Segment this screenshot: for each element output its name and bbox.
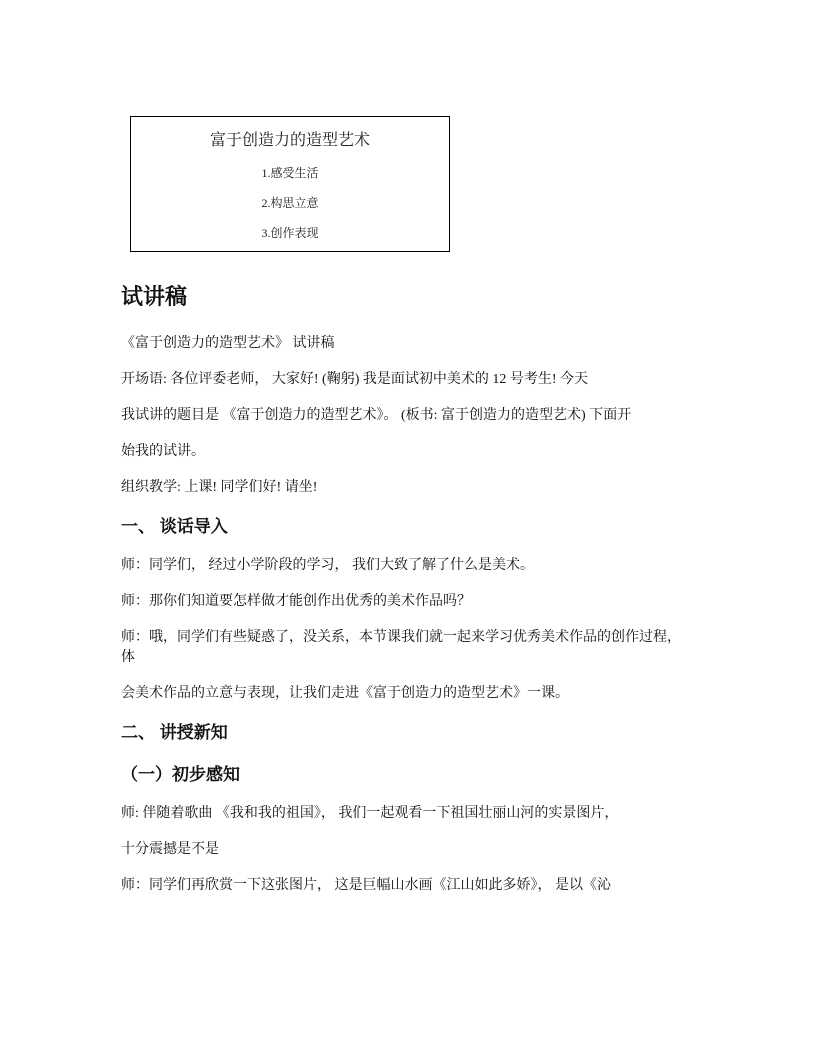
board-item: 2.构思立意 [261, 196, 319, 210]
organize-line: 组织教学: 上课! 同学们好! 请坐! [121, 480, 318, 495]
paragraph: 会美术作品的立意与表现，让我们走进《富于创造力的造型艺术》一课。 [121, 686, 569, 701]
document-heading: 试讲稿 [121, 284, 188, 309]
board-item: 1.感受生活 [261, 166, 319, 180]
board-item: 3.创作表现 [261, 226, 319, 240]
section-heading: 二、 讲授新知 [121, 723, 228, 742]
opening-line: 始我的试讲。 [121, 444, 205, 459]
section-heading: 一、 谈话导入 [121, 517, 228, 536]
board-title: 富于创造力的造型艺术 [209, 132, 370, 149]
paragraph: 师：那你们知道要怎样做才能创作出优秀的美术作品吗？ [121, 594, 471, 609]
subsection-heading: （一）初步感知 [121, 765, 240, 784]
paragraph: 师：哦，同学们有些疑惑了，没关系，本节课我们就一起来学习优秀美术作品的创作过程， 体 [121, 630, 681, 665]
doc-title-line: 《富于创造力的造型艺术》 试讲稿 [121, 336, 335, 351]
paragraph: 师：同学们， 经过小学阶段的学习， 我们大致了解了什么是美术。 [121, 558, 534, 573]
paragraph: 师: 伴随着歌曲 《我和我的祖国》， 我们一起观看一下祖国壮丽山河的实景图片， [121, 806, 619, 821]
paragraph: 师：同学们再欣赏一下这张图片， 这是巨幅山水画《江山如此多娇》， 是以《沁 [121, 878, 611, 893]
opening-line: 开场语: 各位评委老师， 大家好! (鞠躬) 我是面试初中美术的 12 号考生! 今天 [121, 372, 589, 387]
paragraph: 十分震撼是不是 [121, 842, 219, 857]
document-body [121, 280, 695, 912]
blackboard-outline-box [130, 116, 450, 252]
opening-line: 我试讲的题目是 《富于创造力的造型艺术》。 (板书: 富于创造力的造型艺术) 下面开 [121, 408, 632, 423]
